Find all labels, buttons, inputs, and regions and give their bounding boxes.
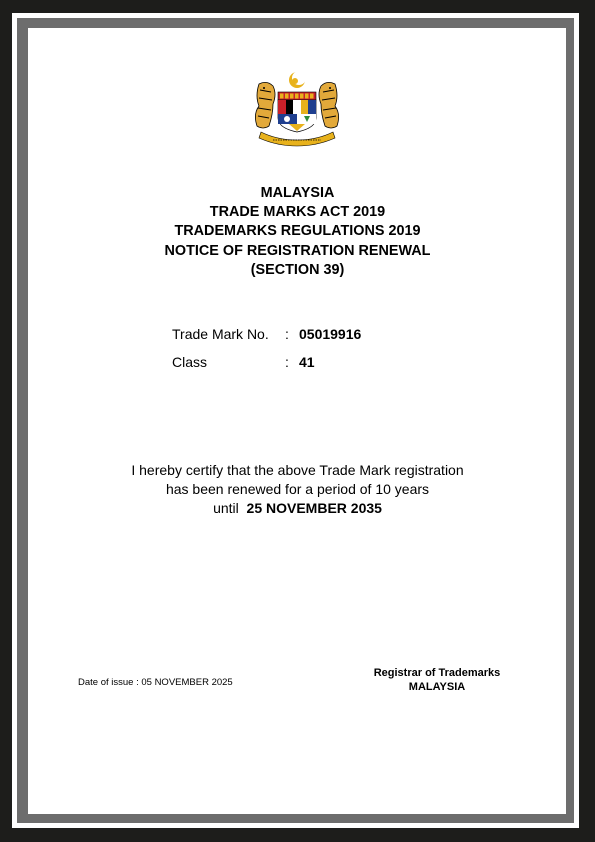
registrar-country: MALAYSIA (408, 681, 466, 693)
registrar-signatory (337, 666, 537, 694)
motto-scroll-icon (259, 132, 335, 146)
certification-line-2: has been renewed for a period of 10 years (165, 481, 430, 497)
certification-until-line (0, 499, 595, 518)
trade-mark-number-value: 05019916 (299, 326, 362, 342)
coat-of-arms-emblem (247, 70, 347, 150)
heading-line-regulations: TRADEMARKS REGULATIONS 2019 (174, 223, 421, 240)
star-crescent-icon (289, 71, 306, 88)
right-tiger-icon (319, 82, 339, 128)
heading-line-act: TRADE MARKS ACT 2019 (209, 204, 386, 221)
certification-line-1: I hereby certify that the above Trade Mark registration (131, 462, 464, 478)
heading-line-notice: NOTICE OF REGISTRATION RENEWAL (164, 242, 431, 259)
class-value: 41 (299, 354, 315, 370)
certificate-heading (0, 184, 595, 280)
registrar-title: Registrar of Trademarks (373, 667, 501, 679)
class-label: Class (172, 354, 208, 370)
left-tiger-icon (255, 82, 275, 128)
trade-mark-number-label: Trade Mark No. (172, 326, 269, 342)
date-of-issue: Date of issue : 05 NOVEMBER 2025 (78, 677, 233, 688)
certification-statement (0, 461, 595, 518)
heading-line-country: MALAYSIA (260, 185, 335, 201)
heading-line-section: (SECTION 39) (250, 261, 345, 278)
field-separator: : (285, 354, 289, 370)
field-separator: : (285, 326, 289, 342)
shield-icon (278, 92, 316, 132)
renewal-expiry-date: 25 NOVEMBER 2035 (246, 500, 382, 516)
until-prefix: until (213, 500, 239, 516)
